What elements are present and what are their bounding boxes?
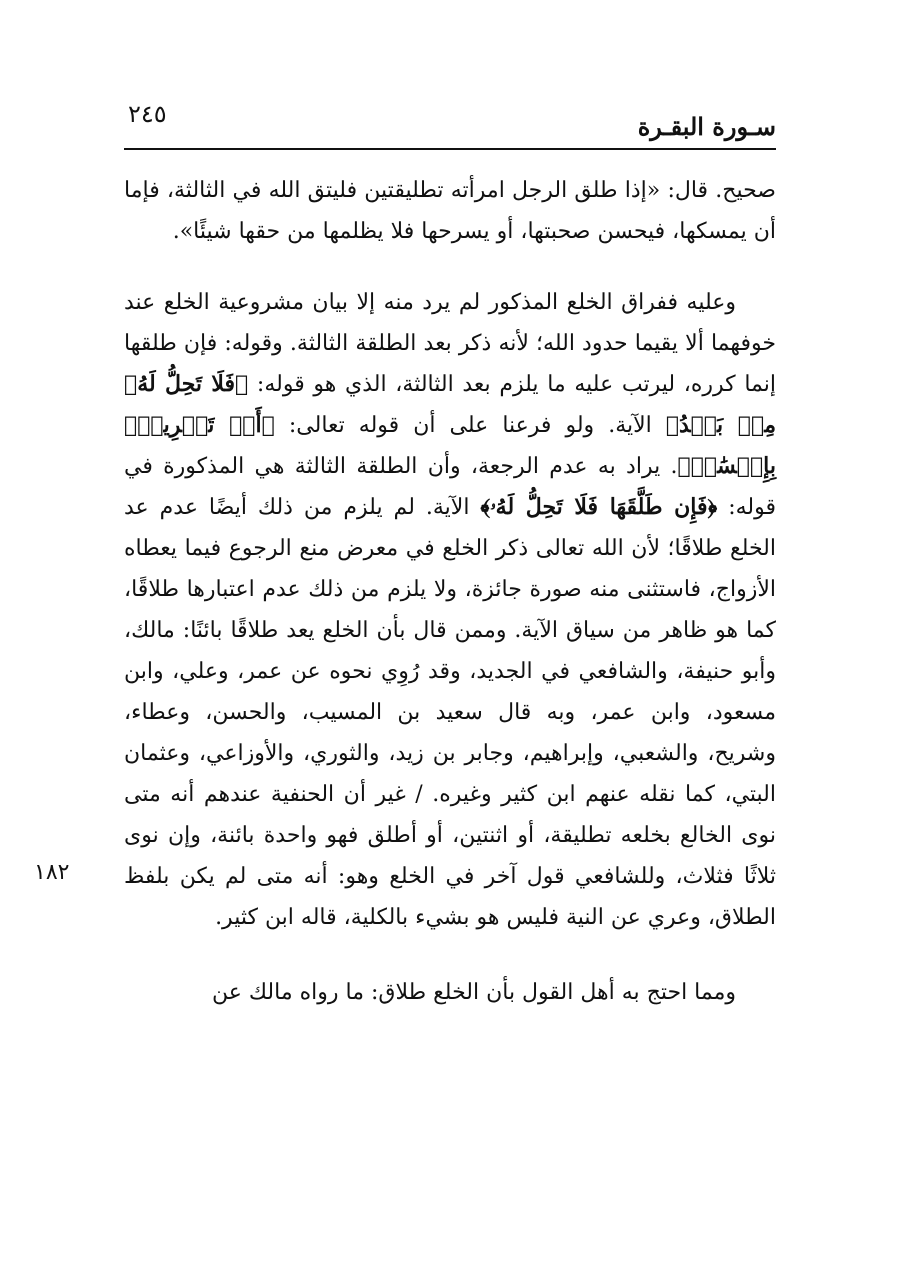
margin-page-reference: ١٨٢ — [34, 860, 70, 885]
paragraph-3: ومما احتج به أهل القول بأن الخلع طلاق: ما رواه مالك عن — [212, 980, 736, 1005]
quran-verse-3: ﴿فَإِن طَلَّقَهَا فَلَا تَحِلُّ لَهُۥ﴾ — [480, 494, 718, 520]
paragraph-gap — [124, 938, 776, 972]
paragraph-2-text-2: الآية. ولو فرعنا على أن قوله تعالى: — [274, 413, 666, 438]
paragraph-2 — [124, 282, 776, 938]
header-rule — [124, 148, 776, 150]
paragraph-1: صحيح. قال: «إذا طلق الرجل امرأته تطليقتين فليتق الله في الثالثة، فإما أن يمسكها، فيحسن صحبتها، أو يسرحها فلا يظلمها من حقها شيئًا». — [124, 178, 776, 244]
paragraph-2-text-4: الآية. لم يلزم من ذلك أيضًا عدم عد الخلع طلاقًا؛ لأن الله تعالى ذكر الخلع في معرض منع الرجوع فيما يعطاه الأزواج، فاستثنى منه صورة جائزة، ولا يلزم من ذلك عدم اعتبارها طلاقًا، كما هو ظاهر من سياق الآية. وممن قال بأن الخلع يعد طلاقًا بائنًا: مالك، وأبو حنيفة، والشافعي في الجديد، وقد رُوِي نحوه عن عمر، وعلي، وابن مسعود، وابن عمر، وبه قال سعيد بن المسيب، والحسن، وعطاء، وشريح، والشعبي، وإبراهيم، وجابر بن زيد، والثوري، والأوزاعي، وعثمان البتي، كما نقله عنهم ابن كثير وغيره. / غير أن الحنفية عندهم أنه متى نوى الخالع بخلعه تطليقة، أو اثنتين، أو أطلق فهو واحدة بائنة، وإن نوى ثلاثًا فثلاث، وللشافعي قول آخر في الخلع وهو: أنه متى لم يكن بلفظ الطلاق، وعري عن النية فليس هو بشيء بالكلية، قاله ابن كثير. — [124, 495, 776, 930]
page-header — [124, 100, 776, 146]
surah-title: سـورة البقـرة — [637, 112, 776, 141]
paragraph-2-text-1: وعليه ففراق الخلع المذكور لم يرد منه إلا بيان مشروعية الخلع عند خوفهما ألا يقيما حدود الله؛ لأنه ذكر بعد الطلقة الثالثة. وقوله: فإن طلقها إنما كرره، ليرتب عليه ما يلزم بعد الثالثة، الذي هو قوله: — [124, 290, 776, 397]
quran-verse-2: ﴿أَوۡ تَسۡرِيحُۢ بِإِحۡسَٰنٖ﴾ — [124, 412, 776, 479]
page-number: ٢٤٥ — [128, 100, 167, 128]
body-text — [124, 170, 776, 1013]
quran-verse-1: ﴿فَلَا تَحِلُّ لَهُۥ مِنۢ بَعۡدُ﴾ — [124, 371, 776, 438]
paragraph-2-text-3: . يراد به عدم الرجعة، وأن الطلقة الثالثة هي المذكورة في قوله: — [124, 454, 776, 520]
paragraph-gap — [124, 252, 776, 282]
